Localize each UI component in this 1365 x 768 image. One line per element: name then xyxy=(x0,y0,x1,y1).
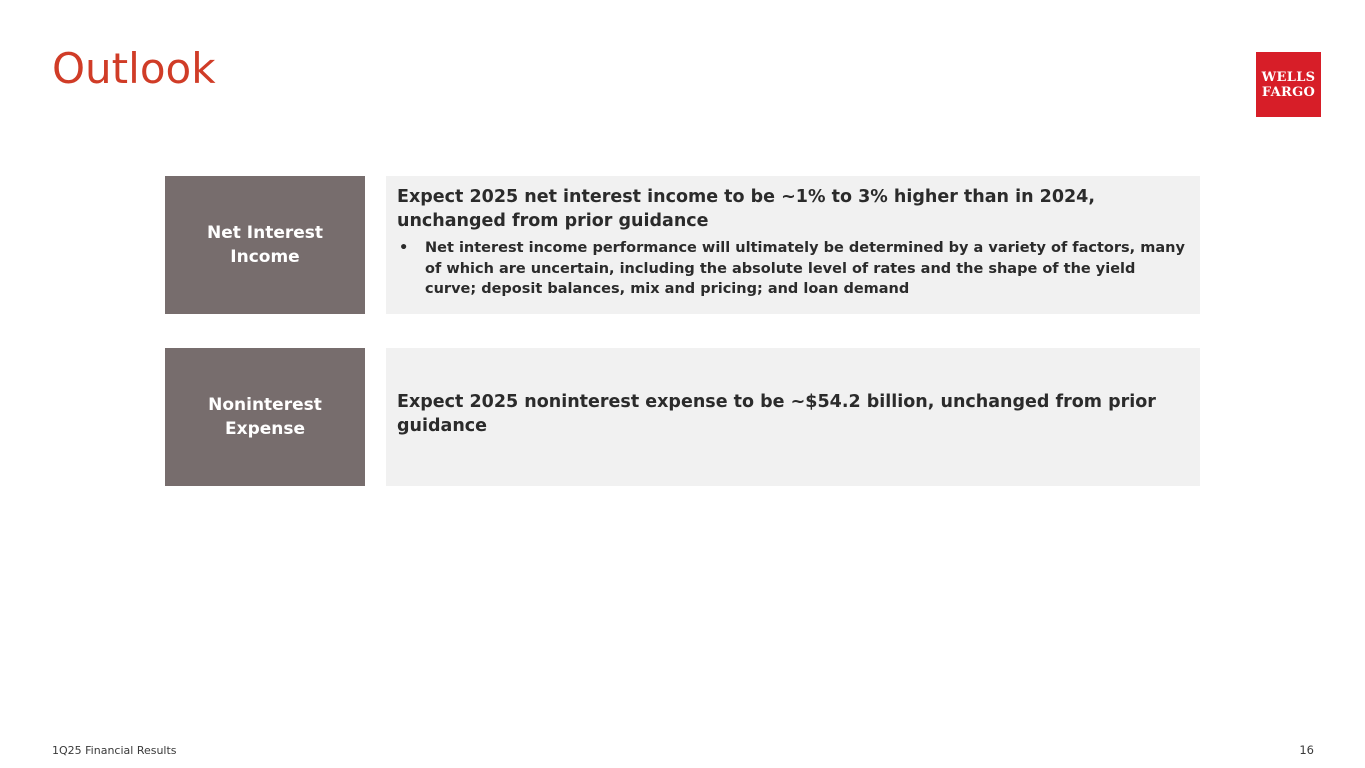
logo-line-2: FARGO xyxy=(1261,84,1316,100)
page-title: Outlook xyxy=(52,44,216,93)
logo-line-1: WELLS xyxy=(1261,69,1316,85)
outlook-row-net-interest-income xyxy=(165,176,1200,314)
bullet-text: Net interest income performance will ultimately be determined by a variety of factors, many of which are uncertain, including the absolute level of rates and the shape of the yield curve; deposit balances, mix and pricing; and loan demand xyxy=(425,240,1185,297)
guidance-bullet xyxy=(397,238,1188,300)
category-label-box xyxy=(165,348,365,486)
wells-fargo-logo xyxy=(1256,52,1321,117)
category-label: Noninterest Expense xyxy=(208,395,322,439)
guidance-content-box xyxy=(386,176,1200,314)
footer-document-name: 1Q25 Financial Results xyxy=(52,744,177,757)
outlook-row-noninterest-expense xyxy=(165,348,1200,486)
guidance-headline: Expect 2025 net interest income to be ~1% to 3% higher than in 2024, unchanged from prior guidance xyxy=(397,187,1096,231)
category-label: Net Interest Income xyxy=(206,223,324,267)
bullet-icon: • xyxy=(399,240,409,256)
footer-page-number: 16 xyxy=(1299,743,1314,757)
guidance-content-box xyxy=(386,348,1200,486)
guidance-headline: Expect 2025 noninterest expense to be ~$54.2 billion, unchanged from prior guidance xyxy=(397,392,1156,436)
category-label-box xyxy=(165,176,365,314)
